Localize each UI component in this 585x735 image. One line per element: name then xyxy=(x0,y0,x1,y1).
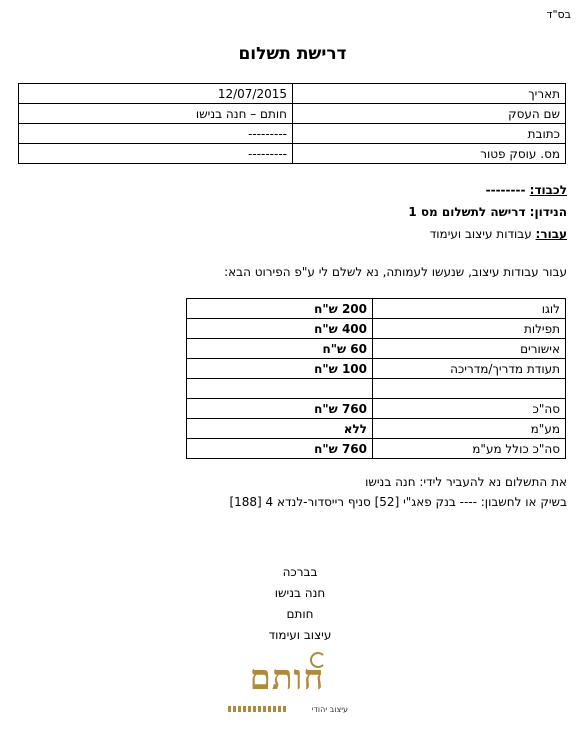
table-row xyxy=(19,84,566,104)
payment-account: בשיק או לחשבון: ---- בנק פאג"י [52] סניף רייסדור-לנדא 4 [188] xyxy=(229,495,567,509)
item-label: אישורים xyxy=(373,339,566,359)
detail-value: --------- xyxy=(19,124,293,144)
item-value: 760 ש"ח xyxy=(187,399,373,419)
table-row xyxy=(187,319,566,339)
table-row xyxy=(187,299,566,319)
recipient-line xyxy=(486,183,567,197)
item-label: סה"כ xyxy=(373,399,566,419)
page-title: דרישת תשלום xyxy=(238,44,347,64)
detail-value: --------- xyxy=(19,144,293,164)
item-value: ללא xyxy=(187,419,373,439)
item-value: 100 ש"ח xyxy=(187,359,373,379)
item-value: 400 ש"ח xyxy=(187,319,373,339)
table-row xyxy=(187,379,566,399)
detail-value: 12/07/2015 xyxy=(19,84,293,104)
table-row xyxy=(19,104,566,124)
table-row xyxy=(187,439,566,459)
item-label: סה"כ כולל מע"מ xyxy=(373,439,566,459)
item-value: 760 ש"ח xyxy=(187,439,373,459)
recipient-label: לכבוד: xyxy=(529,183,567,197)
detail-label: כתובת xyxy=(293,124,566,144)
signature-role: עיצוב ועימוד xyxy=(268,628,332,642)
table-row xyxy=(19,124,566,144)
logo-ornament xyxy=(228,706,288,712)
item-value: 200 ש"ח xyxy=(187,299,373,319)
payment-recipient: את התשלום נא להעביר לידי: חנה בנישו xyxy=(365,475,567,489)
for-line xyxy=(430,227,567,241)
detail-label: שם העסק xyxy=(293,104,566,124)
table-row xyxy=(19,144,566,164)
item-label: מע"מ xyxy=(373,419,566,439)
logo-tagline: עיצוב יהודי xyxy=(311,705,348,714)
business-logo xyxy=(222,652,352,714)
item-label: לוגו xyxy=(373,299,566,319)
item-value xyxy=(187,379,373,399)
table-row xyxy=(187,419,566,439)
item-label xyxy=(373,379,566,399)
detail-label: מס. עוסק פטור xyxy=(293,144,566,164)
for-value: עבודות עיצוב ועימוד xyxy=(429,227,536,241)
for-label: עבור: xyxy=(535,227,567,241)
detail-label: תאריך xyxy=(293,84,566,104)
item-value: 60 ש"ח xyxy=(187,339,373,359)
signature-name: חנה בנישו xyxy=(274,586,326,600)
subject-line: הנידון: דרישה לתשלום מס 1 xyxy=(408,205,567,219)
signature-greeting: בברכה xyxy=(282,565,318,579)
table-row xyxy=(187,399,566,419)
table-row xyxy=(187,339,566,359)
item-label: תפילות xyxy=(373,319,566,339)
recipient-value: -------- xyxy=(485,183,530,197)
items-table xyxy=(186,298,566,459)
table-row xyxy=(187,359,566,379)
details-table xyxy=(18,83,566,164)
detail-value: חותם – חנה בנישו xyxy=(19,104,293,124)
signature-business: חותם xyxy=(286,607,314,621)
item-label: תעודת מדריך/מדריכה xyxy=(373,359,566,379)
intro-text: עבור עבודות עיצוב, שנעשו לעמותה, נא לשלם לי ע"פ הפירוט הבא: xyxy=(224,265,567,279)
logo-wordmark: חותם xyxy=(249,658,325,698)
bsd-mark: בס"ד xyxy=(546,8,571,21)
